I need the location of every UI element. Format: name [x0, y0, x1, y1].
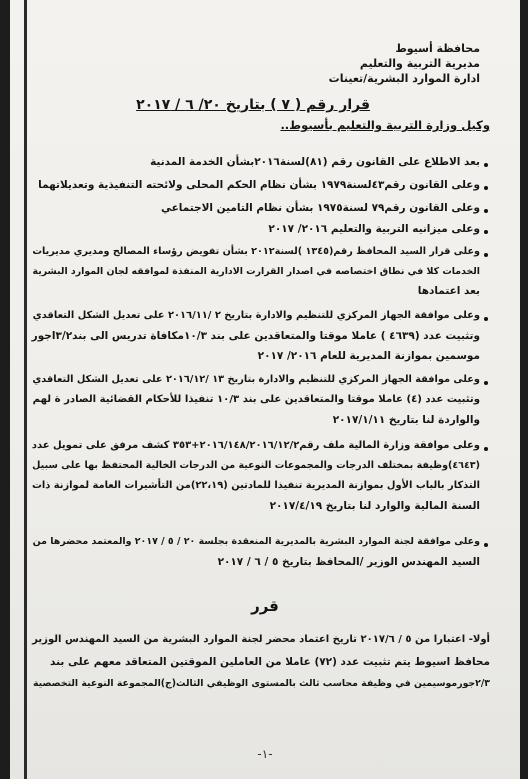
item-line: وعلى موافقة لجنة الموارد البشرية بالمديرية المنعقدة بجلسة ٢٠ / ٥ / ٢٠١٧ والمعتمد محضرها من	[32, 536, 480, 547]
item-line: السنة المالية والوارد لنا بتاريخ ٢٠١٧/٤/١٩	[269, 500, 480, 512]
bullet-icon	[484, 163, 488, 167]
article-line: أولا- اعتبارا من ٥ / ٢٠١٧/٦ تاريخ اعتماد محضر لجنة الموارد البشرية من السيد المهندس الوزير	[32, 634, 490, 645]
item-line: السيد المهندس الوزير /المحافظ بتاريخ ٥ / ٦ / ٢٠١٧	[217, 556, 480, 568]
item-line: وعلى موافقة الجهاز المركزي للتنظيم والادارة بتاريخ ٢ /٢٠١٦/١١ على تعديل الشكل التعاقدي	[32, 310, 480, 321]
item-line: وعلى ميزانيه التربية والتعليم ٢٠١٦/ ٢٠١٧	[268, 223, 480, 235]
item-line: موسمين بموازنة المديرية للعام ٢٠١٦/ ٢٠١٧	[257, 350, 480, 362]
item-line: وعلى القانون رقم٤٣لسنة١٩٧٩ بشأن نظام الحكم المحلى ولائحته التنفيذية وتعديلاتهما	[38, 179, 480, 191]
item-line: وعلى القانون رقم٧٩ لسنة١٩٧٥ بشأن نظام التامين الاجتماعي	[160, 202, 480, 214]
item-line: وعلى موافقة وزارة المالية ملف رقم٢٠١٦/١٤٨/٢٠١٦/١٢/٢+٣٥٣ كشف مرفق على تمويل عدد	[31, 440, 480, 451]
item-line: وتثبيت عدد (٤) عاملا موقتا والمتعاقدين على بند ١٠/٣ تنفيذا للأحكام القضائية الصادر ة لهم	[32, 394, 480, 405]
item-line: والواردة لنا بتاريخ ٢٠١٧/١/١١	[332, 414, 480, 426]
item-line: بعد اعتمادها	[417, 285, 480, 297]
article-line: ٢/٣جورموسيمين في وظيفة محاسب ثالث بالمستوى الوظيفي الثالث(ج)المجموعة النوعية التخصصية	[32, 678, 490, 689]
item-line: وتثبيت عدد (٤٦٣٩ ) عاملا موقتا والمتعاقدين على بند ١٠/٣مكافاة تدريس الى بند٣/٢اجور	[31, 330, 480, 342]
bullet-icon	[484, 447, 488, 451]
decision-heading: قرر	[251, 597, 279, 615]
item-line: التذكار بالباب الأول بموازنة المديرية تنفيذا للمادتين (٢٢،١٩)من التأشيرات العامة لموازنة ذات	[31, 480, 480, 491]
bullet-icon	[484, 543, 488, 547]
decision-title: قرار رقم ( ٧ ) بتاريخ ٢٠/ ٦ / ٢٠١٧	[136, 97, 370, 113]
header-directorate: مديرية التربية والتعليم	[359, 57, 480, 70]
document-page	[10, 0, 520, 779]
bullet-icon	[484, 230, 488, 234]
bullet-icon	[484, 317, 488, 321]
bullet-icon	[484, 186, 488, 190]
page-number: -١-	[257, 747, 273, 761]
bullet-icon	[484, 381, 488, 385]
item-line: وعلى قرار السيد المحافظ رقم(١٣٤٥ )لسنة٢٠١٢ بشأن تفويض رؤساء المصالح ومديري مديريات	[32, 246, 480, 257]
item-line: (٤٦٤٣)وظيفة بمختلف الدرجات والمجموعات النوعية من الدرجات الخالية المحتفظ بها على سبيل	[32, 460, 480, 471]
item-line: وعلى موافقة الجهاز المركزي للتنظيم والادارة بتاريخ ١٣ /٢٠١٦/١٢ على تعديل الشكل التعاقدي	[32, 374, 480, 385]
article-line: محافظ اسيوط يتم تثبيت عدد (٧٢) عاملا من العاملين الموقتين المتعاقد معهم على بند	[50, 656, 490, 668]
page-edge-rule	[24, 0, 27, 779]
item-line: الخدمات كلا في نطاق اختصاصه في اصدار القرارت الادارية المنفذة لموافقه لجان الموارد البشرية	[32, 266, 480, 277]
header-governorate: محافظة أسيوط	[395, 42, 480, 55]
issuer-line: وكيل وزارة التربية والتعليم بأسيوط..	[280, 118, 490, 132]
bullet-icon	[484, 209, 488, 213]
bullet-icon	[484, 253, 488, 257]
header-department: ادارة الموارد البشرية/تعينات	[328, 72, 480, 85]
item-line: بعد الاطلاع على القانون رقم (٨١)لسنة٢٠١٦بشأن الخدمة المدنية	[150, 156, 480, 168]
